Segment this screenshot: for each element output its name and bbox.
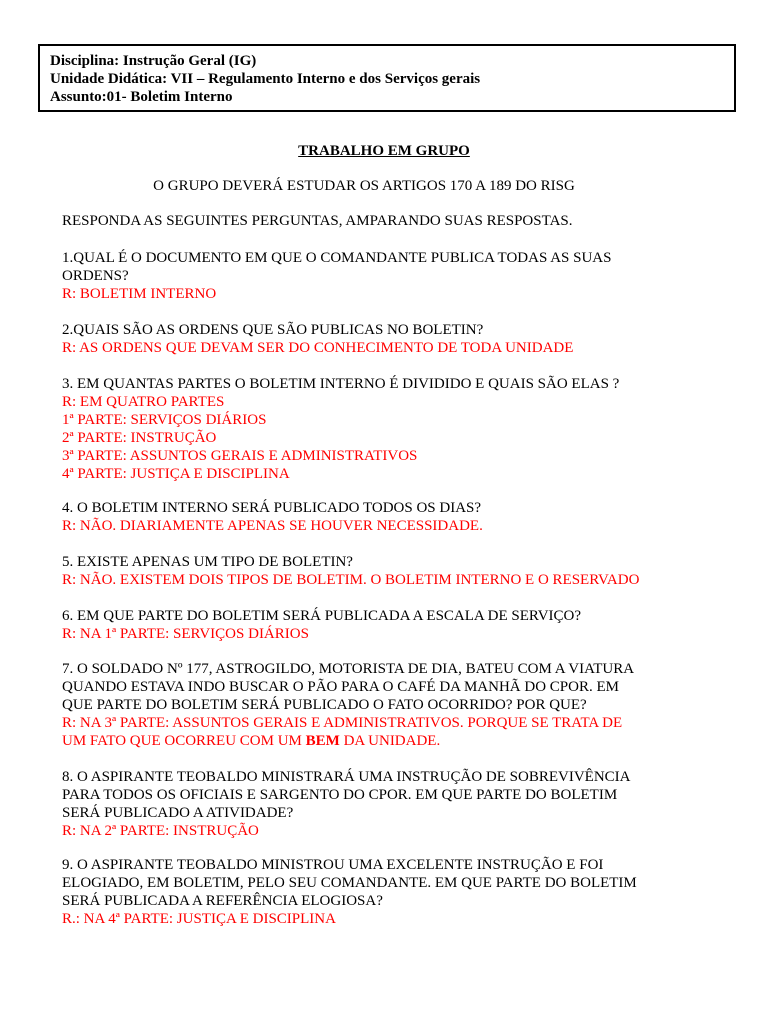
question-line: PARA TODOS OS OFICIAIS E SARGENTO DO CPOR. EM QUE PARTE DO BOLETIM (62, 787, 618, 803)
qa-block-2 (62, 321, 722, 357)
qa-block-4 (62, 499, 722, 535)
question-line: QUANDO ESTAVA INDO BUSCAR O PÃO PARA O CAFÉ DA MANHÃ DO CPOR. EM (62, 679, 619, 695)
question-line: 8. O ASPIRANTE TEOBALDO MINISTRARÁ UMA INSTRUÇÃO DE SOBREVIVÊNCIA (62, 769, 631, 785)
header-unidade: Unidade Didática: VII – Regulamento Interno e dos Serviços gerais (50, 71, 481, 87)
answer-line: R.: NA 4ª PARTE: JUSTIÇA E DISCIPLINA (62, 911, 336, 927)
header-box (38, 44, 736, 112)
question-line: 9. O ASPIRANTE TEOBALDO MINISTROU UMA EXCELENTE INSTRUÇÃO E FOI (62, 857, 604, 873)
answer-line: R: NA 3ª PARTE: ASSUNTOS GERAIS E ADMINISTRATIVOS. PORQUE SE TRATA DE (62, 715, 623, 731)
intro-text: O GRUPO DEVERÁ ESTUDAR OS ARTIGOS 170 A 189 DO RISG (153, 178, 575, 194)
qa-block-9 (62, 856, 722, 928)
answer-line: 1ª PARTE: SERVIÇOS DIÁRIOS (62, 412, 267, 428)
answer-line: R: NÃO. EXISTEM DOIS TIPOS DE BOLETIM. O BOLETIM INTERNO E O RESERVADO (62, 572, 640, 588)
answer-text: DA UNIDADE. (339, 733, 441, 749)
answer-bold-text: BEM (305, 733, 340, 749)
question-line: 1.QUAL É O DOCUMENTO EM QUE O COMANDANTE PUBLICA TODAS AS SUAS (62, 250, 612, 266)
instruction-text: RESPONDA AS SEGUINTES PERGUNTAS, AMPARANDO SUAS RESPOSTAS. (62, 213, 573, 229)
header-assunto: Assunto:01- Boletim Interno (50, 89, 233, 105)
question-line: SERÁ PUBLICADA A REFERÊNCIA ELOGIOSA? (62, 893, 383, 909)
question-line: 5. EXISTE APENAS UM TIPO DE BOLETIN? (62, 554, 353, 570)
answer-line: 2ª PARTE: INSTRUÇÃO (62, 430, 217, 446)
answer-line: R: NA 1ª PARTE: SERVIÇOS DIÁRIOS (62, 626, 309, 642)
answer-line: 3ª PARTE: ASSUNTOS GERAIS E ADMINISTRATIVOS (62, 448, 418, 464)
answer-line: 4ª PARTE: JUSTIÇA E DISCIPLINA (62, 466, 290, 482)
qa-block-3 (62, 375, 722, 483)
qa-block-1 (62, 249, 722, 303)
question-line: 6. EM QUE PARTE DO BOLETIM SERÁ PUBLICADA A ESCALA DE SERVIÇO? (62, 608, 582, 624)
answer-line: R: AS ORDENS QUE DEVAM SER DO CONHECIMENTO DE TODA UNIDADE (62, 340, 574, 356)
question-line: 3. EM QUANTAS PARTES O BOLETIM INTERNO É DIVIDIDO E QUAIS SÃO ELAS ? (62, 376, 620, 392)
answer-text: UM FATO QUE OCORREU COM UM (62, 733, 306, 749)
question-line: QUE PARTE DO BOLETIM SERÁ PUBLICADO O FATO OCORRIDO? POR QUE? (62, 697, 587, 713)
question-line: 7. O SOLDADO Nº 177, ASTROGILDO, MOTORISTA DE DIA, BATEU COM A VIATURA (62, 661, 635, 677)
qa-block-5 (62, 553, 722, 589)
answer-line: R: NA 2ª PARTE: INSTRUÇÃO (62, 823, 259, 839)
answer-line: R: NÃO. DIARIAMENTE APENAS SE HOUVER NECESSIDADE. (62, 518, 483, 534)
qa-block-6 (62, 607, 722, 643)
answer-line (62, 732, 722, 750)
question-line: 4. O BOLETIM INTERNO SERÁ PUBLICADO TODOS OS DIAS? (62, 500, 482, 516)
question-line: SERÁ PUBLICADO A ATIVIDADE? (62, 805, 294, 821)
document-title: TRABALHO EM GRUPO (298, 143, 470, 159)
qa-block-8 (62, 768, 722, 840)
qa-block-7 (62, 660, 722, 750)
question-line: 2.QUAIS SÃO AS ORDENS QUE SÃO PUBLICAS NO BOLETIN? (62, 322, 484, 338)
answer-line: R: EM QUATRO PARTES (62, 394, 225, 410)
question-line: ELOGIADO, EM BOLETIM, PELO SEU COMANDANTE. EM QUE PARTE DO BOLETIM (62, 875, 637, 891)
answer-line: R: BOLETIM INTERNO (62, 286, 217, 302)
question-line: ORDENS? (62, 268, 129, 284)
header-disciplina: Disciplina: Instrução Geral (IG) (50, 53, 257, 69)
